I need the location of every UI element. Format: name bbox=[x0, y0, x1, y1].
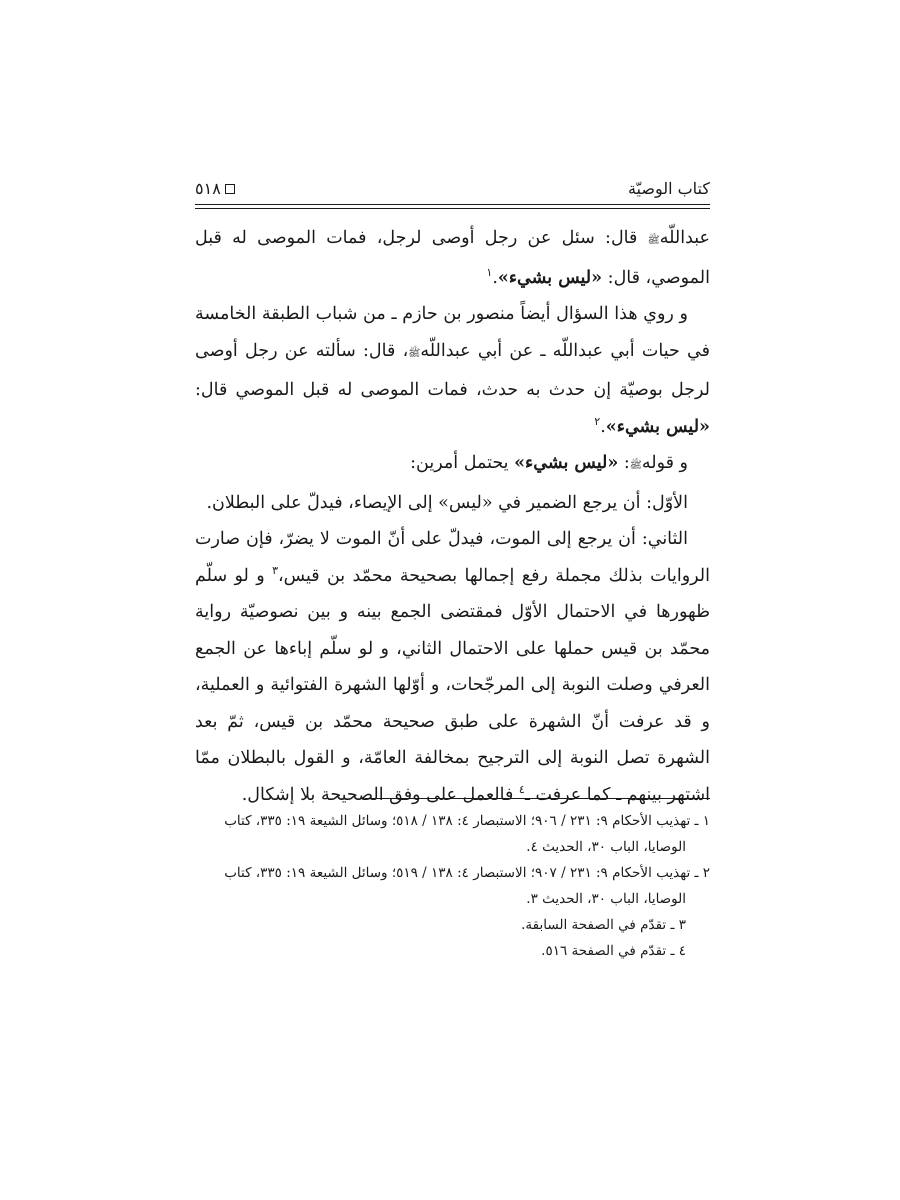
footnote-marker[interactable]: ٣ bbox=[272, 563, 278, 577]
header-rule-thick bbox=[195, 204, 710, 205]
footnote-separator bbox=[365, 798, 710, 799]
text-run: و قوله bbox=[641, 453, 688, 473]
page-number-group bbox=[195, 178, 235, 200]
text-run: . bbox=[600, 416, 606, 437]
quote-bold: «ليس بشيء» bbox=[497, 267, 603, 288]
footnote-marker[interactable]: ٤ bbox=[518, 782, 525, 796]
footnotes bbox=[195, 808, 710, 964]
book-title: كتاب الوصيّة bbox=[627, 179, 710, 198]
running-header bbox=[195, 178, 710, 200]
text-run: و روي هذا السؤال أيضاً منصور بن حازم ـ من شباب الطبقة الخامسة في حيات أبي عبداللّه ـ عن أبي عبداللّه bbox=[195, 304, 710, 361]
quote-bold: «ليس بشيء» bbox=[514, 453, 619, 473]
paragraph-2 bbox=[195, 296, 710, 445]
text-run: عبداللّه bbox=[659, 228, 710, 248]
paragraph-3 bbox=[195, 445, 710, 485]
text-run: : bbox=[618, 453, 630, 473]
quote-bold: «ليس بشيء» bbox=[605, 416, 710, 437]
honorific-icon: ﷺ bbox=[629, 460, 642, 471]
text-run: قال: سئل عن رجل أوصى لرجل، فمات الموصى له قبل الموصي، قال: bbox=[195, 228, 710, 288]
paragraph-1 bbox=[195, 220, 710, 296]
footnote-1-cont: الوصايا، الباب ٣٠، الحديث ٤. bbox=[526, 839, 686, 855]
text-run: و لو سلّم ظهورها في الاحتمال الأوّل فمقتضى الجمع بينه و بين نصوصيّة رواية محمّد بن قيس حملها على الاحتمال الثاني، و لو سلّم إباءها عن الجمع العرفي وصلت النوبة إلى المرجّحات، و أوّلها الشهرة الفتوائية و العملية، و قد عرفت أنّ الشهرة على طبق صحيحة محمّد بن قيس، ثمّ بعد الشهرة تصل النوبة إلى الترجيح بمخالفة العامّة، و القول بالبطلان ممّا اشتهر بينهم ـ كما عرفت ـ bbox=[195, 565, 710, 805]
paragraph-4: الأوّل: أن يرجع الضمير في «ليس» إلى الإيصاء، فيدلّ على البطلان. bbox=[206, 492, 688, 513]
text-run: يحتمل أمرين: bbox=[410, 453, 515, 473]
footnote-marker[interactable]: ١ bbox=[486, 265, 493, 279]
text-run: ، قال: سألته عن رجل أوصى لرجل بوصيّة إن حدث به حدث، فمات الموصى له قبل الموصي قال: bbox=[195, 340, 710, 400]
footnote-2 bbox=[195, 860, 710, 886]
square-ornament-icon bbox=[225, 184, 235, 194]
paragraph-5 bbox=[195, 521, 710, 813]
page-number: ٥١٨ bbox=[195, 179, 221, 198]
footnote-1 bbox=[195, 808, 710, 834]
footnote-text: ٢ ـ تهذيب الأحكام ٩: ٢٣١ / ٩٠٧؛ الاستبصار ٤: ١٣٨ / ٥١٩؛ وسائل الشيعة ١٩: ٣٣٥، كتاب bbox=[224, 865, 710, 881]
footnote-text: ١ ـ تهذيب الأحكام ٩: ٢٣١ / ٩٠٦؛ الاستبصار ٤: ١٣٨ / ٥١٨؛ وسائل الشيعة ١٩: ٣٣٥، كتاب bbox=[224, 813, 710, 829]
text-run: الثاني: أن يرجع إلى الموت، فيدلّ على أنّ الموت لا يضرّ، فإن صارت الروايات بذلك مجملة رفع إجمالها بصحيحة محمّد بن قيس، bbox=[195, 529, 710, 586]
text-run: . bbox=[492, 267, 498, 288]
text-run: فالعمل على وفق الصحيحة بلا إشكال. bbox=[241, 784, 519, 805]
footnote-marker[interactable]: ٢ bbox=[594, 414, 601, 428]
honorific-icon: ﷺ bbox=[647, 235, 660, 246]
header-rule-thin bbox=[195, 208, 710, 209]
footnote-3: ٣ ـ تقدّم في الصفحة السابقة. bbox=[521, 917, 686, 933]
honorific-icon: ﷺ bbox=[408, 347, 421, 359]
footnote-2-cont: الوصايا، الباب ٣٠، الحديث ٣. bbox=[526, 891, 686, 907]
footnote-4: ٤ ـ تقدّم في الصفحة ٥١٦. bbox=[541, 943, 686, 959]
main-text bbox=[195, 220, 710, 813]
